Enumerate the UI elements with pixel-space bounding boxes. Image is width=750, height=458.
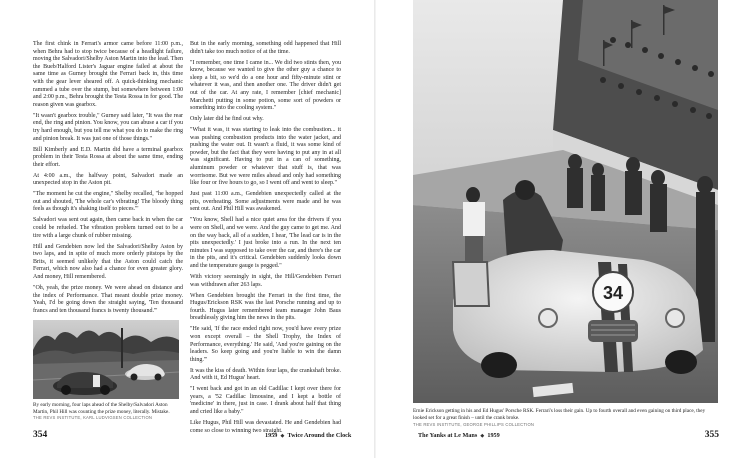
- caption-text: By early morning, four laps ahead of the Shelby/Salvadori Aston Martin, Phil Hill was counting the prize money, literally. Mistake.: [33, 402, 170, 415]
- photo-caption: [413, 408, 718, 428]
- paragraph: "What it was, it was starting to leak into the combustion... it was pushing combustion products into the water jacket, and pushing the water out. It wasn't a fluid, it was some kind of powder, but the fact that they were having to put any in at all was significant. Having to put in a can of something, aluminum powder or whatever that stuff is, that was worrisome. But we were miles ahead and only had something like four or five hours to go, so I went off and went to sleep.": [190, 127, 341, 187]
- photo-credit: THE REVS INSTITUTE, GEORGE PHILLIPS COLLECTION: [413, 421, 535, 427]
- paragraph: "You know, Shell had a nice quiet area for the drivers if you were on Shell, and we were. And the guy came to get me. And on the way back, all of a sudden, I hear, 'The lead car is in the pits unexpectedly.' I just broke into a run. In the next ten minutes I was supposed to take over the car, and there's the car in the pits, and it's critical. Gendebien suddenly looks down and the temperature gauge is pegged.": [190, 217, 341, 269]
- running-title: The Yanks at Le Mans: [418, 432, 478, 439]
- left-text-column-1: [33, 41, 183, 319]
- racing-cars-photo: [33, 320, 179, 399]
- diamond-ornament-icon: ◆: [280, 434, 285, 439]
- paragraph: Bill Kimberly and E.D. Martin did have a terminal gearbox problem in their Testa Rossa at about the same time, ending their effort.: [33, 146, 183, 168]
- page-number-right: 355: [704, 430, 719, 440]
- car-number: 34: [602, 283, 624, 303]
- paragraph: At 4:00 a.m., the halfway point, Salvadori made an unexpected stop in the Aston pit.: [33, 172, 183, 187]
- pit-stop-photo: [413, 0, 718, 403]
- left-text-column-2: [190, 41, 341, 439]
- paragraph: "It wasn't gearbox trouble," Gurney said later, "It was the rear end, the ring and pinion. You know, you can abuse a car if you try hard enough, but you tell me what you do to make the ring and pinion break. It was just one of those things.": [33, 112, 183, 142]
- running-footer-left: [265, 432, 351, 439]
- paragraph: Just past 11:00 a.m., Gendebien unexpectedly called at the pits, overheating. Some adjustments were made and he was sent out. And Phil Hill was awakened.: [190, 191, 341, 213]
- paragraph: Like Hugus, Phil Hill was devastated. He and Gendebien had come so close to winning two straight.: [190, 420, 341, 434]
- running-footer-right: [418, 432, 500, 439]
- pit-stop-illustration: [413, 0, 718, 403]
- page-gutter: [374, 0, 376, 458]
- running-year: 1959: [265, 432, 278, 439]
- photo-credit: THE REVS INSTITUTE, KARL LUDVIGSEN COLLECTION: [33, 415, 153, 421]
- paragraph: It was the kiss of death. Within four laps, the crankshaft broke. And with it, Ed Hugus' heart.: [190, 367, 341, 382]
- paragraph: "I went back and got in an old Cadillac I kept over there for years, a '52 Cadillac limousine, and I kept a bottle of 'medicine' in there, just in case. I drank about half that thing and cried like a baby.": [190, 386, 341, 416]
- paragraph: The first chink in Ferrari's armor came before 11:00 p.m., when Behra had to stop twice because of a headlight failure, moving the Salvadori/Shelby Aston Martin into the lead. Then the Bueb/Halford Lister's Jaguar engine failed at about the same time as Gurney brought the Ferrari back in, this time with the gear lever sheared off. A quick-thinking mechanic rammed a tube over the stump, but somewhere between 1:00 and 2:00 p.m., Behra brought the Testa Rossa in for good. The reason given was gearbox.: [33, 41, 183, 108]
- paragraph: Only later did he find out why.: [190, 116, 264, 123]
- paragraph: "Oh, yeah, the prize money. We were ahead on distance and the index of Performance. That meant double prize money. Yeah, I'd be going down the straight saying, 'Ten thousand francs and ten thousand francs is twenty thousand.'": [33, 284, 183, 314]
- photo-caption: [33, 402, 180, 422]
- diamond-ornament-icon: ◆: [480, 434, 485, 439]
- paragraph: When Gendebien brought the Ferrari in the first time, the Hugus/Erickson RSK was the last Porsche running and up to fourth. Hugus later remembered team manager John Baus breathlessly giving him the news in the pits.: [190, 292, 341, 322]
- caption-text: Ernie Erickson getting in his and Ed Hugus' Porsche RSK. Ferrari's loss their gain. Up to fourth overall and even gaining on third place, they looked set for a great finish – until the crank broke.: [413, 408, 706, 421]
- paragraph: "He said, 'If the race ended right now, you'd have every prize won except overall – the Shell Trophy, the Index of Performance, everything.' He said, 'And you're gaining on the leaders. So keep going and you're liable to win the damn thing.'": [190, 326, 341, 363]
- paragraph: But in the early morning, something odd happened that Hill didn't take too much notice of at the time.: [190, 41, 341, 55]
- page-number-left: 354: [33, 430, 48, 440]
- running-year: 1959: [487, 432, 500, 439]
- paragraph: Salvadori was sent out again, then came back in when the car could be refueled. The vibration problem turned out to be a tire with a large chunk of rubber missing.: [33, 217, 183, 239]
- paragraph: With victory seemingly in sight, the Hill/Gendebien Ferrari was withdrawn after 263 laps.: [190, 273, 341, 288]
- paragraph: "The moment he cut the engine," Shelby recalled, "he hopped out and shouted, 'The whole car's vibrating! The bloody thing feels as though it's shaking itself to pieces.'": [33, 191, 183, 213]
- running-title: Twice Around the Clock: [287, 432, 352, 439]
- paragraph: Hill and Gendebien now led the Salvadori/Shelby Aston by two laps, and in spite of much more orderly pitstops by the Brits, it seemed unlikely that the Aston could catch the Ferrari, which now also had a chance for even greater glory. And money, Hill remembered.: [33, 243, 183, 280]
- racing-cars-illustration: [33, 320, 179, 399]
- paragraph: "I remember, one time I came in... We did two stints then, you know, because we wanted to give the other guy a chance to sleep a bit, so we'd do a one hour and fifty-minute stint or whatever it was, and then another one. The driver didn't get out of the car. At any rate, I remember [chief mechanic] Marchetti putting in some potion, some sort of powders or something into the cooling system.": [190, 59, 341, 112]
